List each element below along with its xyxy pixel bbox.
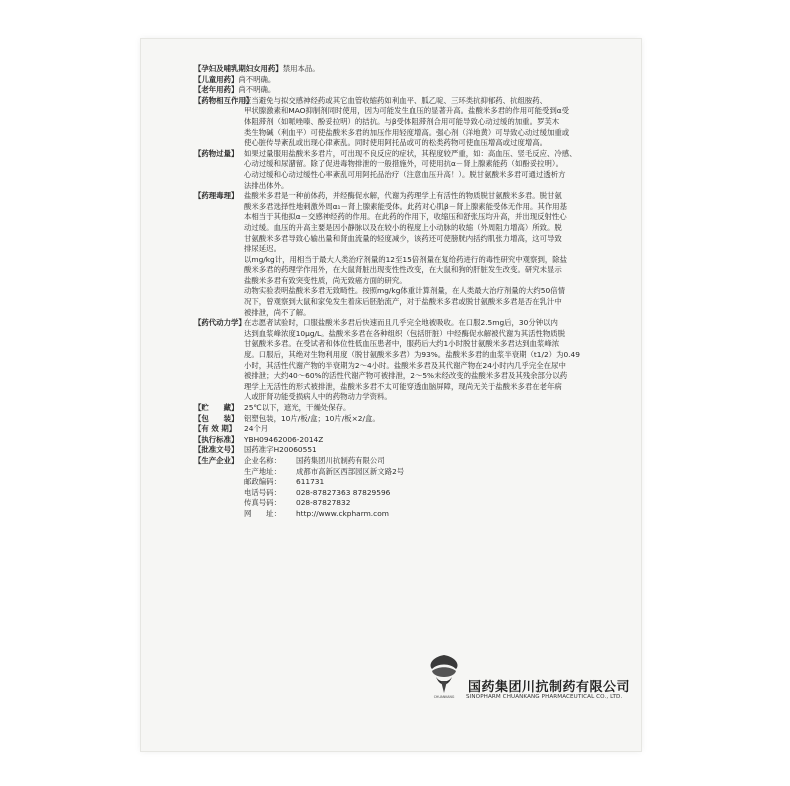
interactions-line: 甲状腺激素和MAO抑制剂同时使用，因为可能发生血压的显著升高。盐酸米多君的作用可能受到α受: [244, 106, 570, 116]
overdose-label: 【药物过量】: [194, 148, 239, 158]
storage-label: 【贮 藏】: [194, 403, 239, 412]
overdose-line: 法排出体外。: [244, 180, 289, 190]
validity-label: 【有 效 期】: [194, 424, 237, 434]
manufacturer-row: [244, 509, 630, 520]
pharmacology-line: 动物实验表明盐酸米多君无致畸性。按照mg/kg体重计算剂量，在人类最大治疗剂量的大约50倍情: [244, 286, 565, 296]
leaflet-content: [194, 64, 630, 520]
company-name-key: 企业名称：: [244, 455, 281, 465]
pk-line: 理学上无活性的形式被排泄，盐酸米多君不太可能穿透血脑屏障，现尚无关于盐酸米多君在老年病: [244, 381, 562, 391]
validity-section: [194, 424, 630, 435]
pharmacology-label: 【药理毒理】: [194, 191, 239, 201]
package-label: 【包 装】: [194, 413, 239, 423]
pk-line: 甘氨酸米多君。在受试者和体位性低血压患者中，服药后大约1小时脱甘氨酸米多君达到血浆峰浓: [244, 339, 560, 349]
children-label: 【儿童用药】: [194, 74, 239, 84]
phone-key: 电话号码：: [244, 487, 281, 497]
pk-label: 【药代动力学】: [194, 318, 246, 328]
pharmacology-line: 本相当于其他拟α－交感神经药的作用。在此药的作用下，收缩压和舒张压均升高，并出现反射性心: [244, 212, 567, 222]
elderly-label: 【老年用药】: [194, 85, 239, 95]
interactions-line: 使心脏传导紊乱或出现心律紊乱。同时使用阿托品或可的松类药物可使血压增高或过度增高。: [244, 138, 548, 148]
elderly-section: [194, 85, 630, 96]
interactions-label: 【药物相互作用】: [194, 95, 254, 105]
manufacturer-section: [194, 456, 630, 520]
children-text: 尚不明确。: [238, 74, 276, 84]
pk-section: [194, 318, 630, 403]
standard-section: [194, 435, 630, 446]
pregnancy-text: 禁用本品。: [282, 64, 320, 73]
pharmacology-line: 酸米多君的药理学作用外，在大鼠肾脏出现变性性改变，在大鼠和狗的肝脏发生改变。研究未显示: [244, 265, 562, 275]
logo-company-name-cn: 国药集团川抗制药有限公司: [468, 680, 631, 695]
pharmacology-line: 盐酸米多君是一种前体药，并经酶促水解，代谢为药理学上有活性的物质脱甘氨酸米多君。脱甘氨: [244, 191, 562, 201]
pregnancy-label: 【孕妇及哺乳期妇女用药】: [194, 64, 283, 73]
pk-line: 被排泄；大约40～60%的活性代谢产物可被排泄，2～5%未经改变的盐酸米多君及其残余部分以药: [244, 371, 568, 381]
pharmacology-section: [194, 191, 630, 318]
approval-section: [194, 445, 630, 456]
manufacturer-row: [244, 467, 630, 478]
interactions-line: 应当避免与拟交感神经药或其它血管收缩药如利血平、胍乙啶、三环类抗抑郁药、抗组胺药、: [244, 95, 548, 105]
company-logo-icon: [424, 653, 464, 699]
standard-text: YBH09462006-2014Z: [244, 434, 324, 444]
approval-label: 【批准文号】: [194, 445, 239, 455]
storage-text: 25℃以下，遮光，干燥处保存。: [244, 403, 351, 412]
pharmacology-line: 排尿延迟。: [244, 244, 281, 254]
pk-line: 度。口服后，其绝对生物利用度（脱甘氨酸米多君）为93%。盐酸米多君的血浆半衰期（t1/2）为0.49: [244, 350, 580, 360]
manufacturer-row: [244, 456, 630, 467]
validity-text: 24个月: [244, 424, 269, 434]
storage-section: [194, 403, 630, 414]
logo-company-name-en: SINOPHARM CHUANKANG PHARMACEUTICAL CO., LTD.: [466, 694, 623, 700]
pharmacology-line: 被排泄，尚不了解。: [244, 307, 311, 317]
fax-key: 传真号码：: [244, 498, 281, 508]
manufacturer-row: [244, 488, 630, 499]
standard-label: 【执行标准】: [194, 434, 239, 444]
website-value: http://www.ckpharm.com: [296, 508, 389, 518]
postcode-value: 611731: [296, 477, 325, 487]
website-key: 网 址：: [244, 508, 281, 518]
pharmacology-line: 甘氨酸米多君导致心输出量和肾血流量的轻度减少，该药还可使膀胱内括约肌张力增高，这可导致: [244, 233, 562, 243]
overdose-line: 心动过缓和心动过缓性心率紊乱可用阿托品治疗（注意血压升高！）。脱甘氨酸米多君可通过透析方: [244, 169, 566, 179]
interactions-line: 类生物碱（利血平）可使盐酸米多君的加压作用轻度增高。强心剂（洋地黄）可导致心动过缓加重或: [244, 127, 570, 137]
manufacturer-row: [244, 498, 630, 509]
phone-value: 028-87827363 87829596: [296, 487, 391, 497]
fax-value: 028-87827832: [296, 498, 351, 508]
overdose-line: 心动过缓和尿潴留。除了促进毒物排泄的一般措施外，可使用抗α－肾上腺素能药（如酚妥拉明）。: [244, 159, 563, 169]
interactions-section: [194, 96, 630, 149]
manufacturer-label: 【生产企业】: [194, 455, 239, 465]
company-name-value: 国药集团川抗制药有限公司: [296, 455, 385, 465]
pk-line: 在志愿者试验时，口服盐酸米多君后快速而且几乎完全地被吸收。在口服2.5mg后，30分钟以内: [244, 318, 558, 328]
package-section: [194, 414, 630, 425]
svg-text:CHUANKANG: CHUANKANG: [433, 695, 455, 699]
pharmacology-line: 以mg/kg计，用相当于最大人类治疗剂量的12至15倍剂量在复给药进行的毒性研究中观察到，除盐: [244, 254, 568, 264]
package-text: 铝塑包装，10片/板/盒；10片/板×2/盒。: [244, 413, 380, 423]
pk-line: 达到血浆峰浓度10μg/L。盐酸米多君在各种组织（包括肝脏）中经酶促水解被代谢为其活性物质脱: [244, 328, 566, 338]
overdose-section: [194, 149, 630, 191]
postcode-key: 邮政编码：: [244, 477, 281, 487]
pregnancy-section: [194, 64, 630, 75]
interactions-line: 体阻滞剂（如哌唑嗪、酚妥拉明）的拮抗。与β受体阻滞剂合用可能导致心动过缓的加重。罗芙木: [244, 116, 560, 126]
manufacturer-row: [244, 477, 630, 488]
overdose-line: 如果过量服用盐酸米多君片，可出现不良反应的症状，其程度较严重，如：高血压、竖毛反应、冷感、: [244, 148, 577, 158]
address-key: 生产地址：: [244, 466, 281, 476]
children-section: [194, 75, 630, 86]
pharmacology-line: 动过缓。血压的升高主要是因小静脉以及在较小的程度上小动脉的收缩（外周阻力增高）所致。脱: [244, 222, 562, 232]
address-value: 成都市高新区西部园区新文路2号: [296, 466, 405, 476]
pk-line: 人或肝肾功能受损病人中的药物动力学资料。: [244, 392, 392, 402]
pharmacology-line: 盐酸米多君有致突变性质，尚无致癌方面的研究。: [244, 275, 407, 285]
elderly-text: 尚不明确。: [238, 85, 276, 95]
pharmacology-line: 酸米多君选择性地刺激外周α₁－肾上腺素能受体。此药对心肌β－肾上腺素能受体无作用。其作用基: [244, 201, 567, 211]
approval-text: 国药准字H20060551: [244, 445, 317, 455]
pharmacology-line: 况下，曾观察到大鼠和家兔发生着床后胚胎流产，对于盐酸米多君或脱甘氨酸米多君是否在乳汁中: [244, 297, 562, 307]
pk-line: 小时，其活性代谢产物的半衰期为2～4小时。盐酸米多君及其代谢产物在24小时内几乎完全在尿中: [244, 360, 566, 370]
